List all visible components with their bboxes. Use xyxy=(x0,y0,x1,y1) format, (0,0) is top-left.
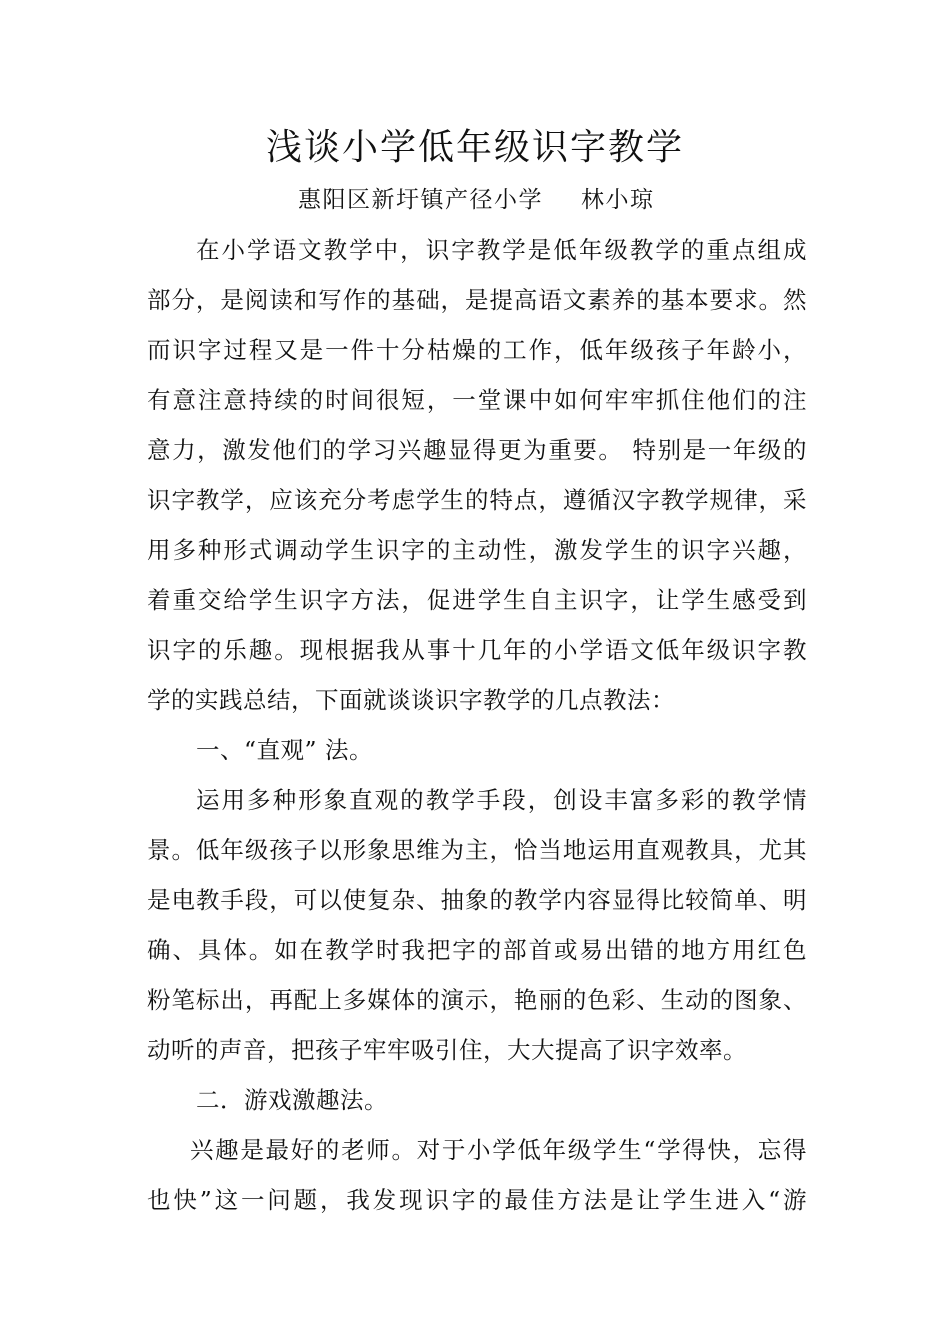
text-line: 是电教手段，可以使复杂、抽象的教学内容显得比较简单、明 xyxy=(147,886,807,914)
text-line: 兴趣是最好的老师。对于小学低年级学生“学得快，忘得 xyxy=(190,1136,807,1164)
text-line: 也快”这一问题，我发现识字的最佳方法是让学生进入“游 xyxy=(147,1186,807,1214)
byline xyxy=(298,182,655,218)
text-line: 部分，是阅读和写作的基础，是提高语文素养的基本要求。然 xyxy=(147,286,807,314)
author-school: 惠阳区新圩镇产径小学 xyxy=(298,187,543,213)
text-line: 识字的乐趣。现根据我从事十几年的小学语文低年级识字教 xyxy=(147,636,807,664)
text-line: 识字教学，应该充分考虑学生的特点，遵循汉字教学规律，采 xyxy=(147,486,807,514)
text-line: 确、具体。如在教学时我把字的部首或易出错的地方用红色 xyxy=(147,936,807,964)
text-line: 有意注意持续的时间很短，一堂课中如何牢牢抓住他们的注 xyxy=(147,386,807,414)
text-line: 景。低年级孩子以形象思维为主，恰当地运用直观教具，尤其 xyxy=(147,836,807,864)
text-line: 学的实践总结，下面就谈谈识字教学的几点教法： xyxy=(147,686,675,714)
text-line: 意力，激发他们的学习兴趣显得更为重要。 特别是一年级的 xyxy=(147,436,807,464)
author-name: 林小琼 xyxy=(581,187,655,213)
section-heading: 二．游戏激趣法。 xyxy=(196,1086,388,1114)
text-line: 粉笔标出，再配上多媒体的演示，艳丽的色彩、生动的图象、 xyxy=(147,986,807,1014)
text-line: 用多种形式调动学生识字的主动性，激发学生的识字兴趣， xyxy=(147,536,807,564)
text-line: 着重交给学生识字方法，促进学生自主识字，让学生感受到 xyxy=(147,586,807,614)
text-line: 运用多种形象直观的教学手段，创设丰富多彩的教学情 xyxy=(196,786,807,814)
page-title: 浅谈小学低年级识字教学 xyxy=(265,127,684,168)
text-line: 在小学语文教学中，识字教学是低年级教学的重点组成 xyxy=(196,236,807,264)
section-heading: 一、“直观” 法。 xyxy=(196,736,373,764)
text-line: 而识字过程又是一件十分枯燥的工作，低年级孩子年龄小， xyxy=(147,336,807,364)
text-line: 动听的声音，把孩子牢牢吸引住，大大提高了识字效率。 xyxy=(147,1036,747,1064)
